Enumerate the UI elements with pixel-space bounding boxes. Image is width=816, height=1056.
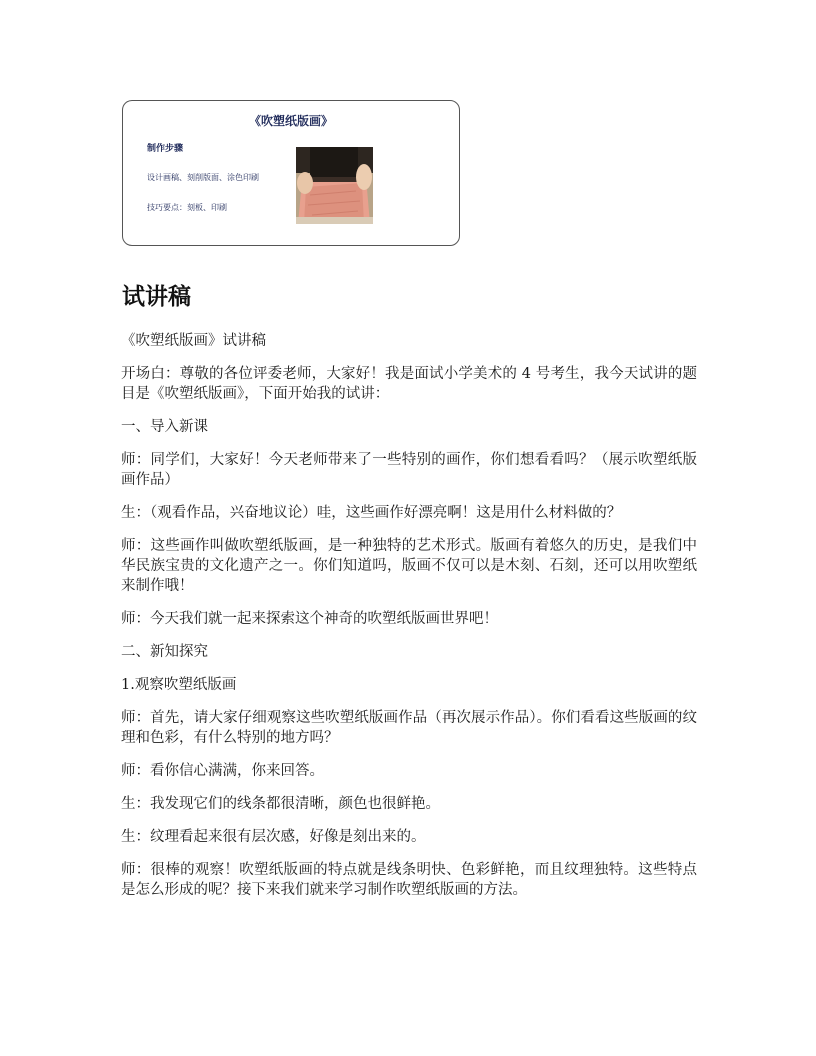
- paragraph: 《吹塑纸版画》试讲稿: [121, 333, 266, 349]
- printmaking-photo: [296, 147, 373, 224]
- paragraph: 师：同学们，大家好！今天老师带来了一些特别的画作，你们想看看吗？（展示吹塑纸版画作品）: [121, 452, 697, 488]
- slide-card: [122, 100, 460, 246]
- slide-title: 《吹塑纸版画》: [248, 114, 333, 128]
- lecture-script-body: [121, 331, 697, 913]
- section-heading: 二、新知探究: [121, 644, 208, 660]
- paragraph: 生：纹理看起来很有层次感，好像是刻出来的。: [121, 829, 426, 845]
- slide-steps-text: 设计画稿、刻削版面、涂色印刷: [147, 173, 259, 182]
- paragraph: 生：（观看作品，兴奋地议论）哇，这些画作好漂亮啊！这是用什么材料做的？: [121, 505, 622, 521]
- paragraph: 开场白：尊敬的各位评委老师，大家好！我是面试小学美术的 4 号考生，我今天试讲的题目是《吹塑纸版画》，下面开始我的试讲：: [121, 366, 697, 402]
- page-heading: 试讲稿: [122, 284, 191, 310]
- paragraph: 师：今天我们就一起来探索这个神奇的吹塑纸版画世界吧！: [121, 611, 498, 627]
- subsection-heading: 1.观察吹塑纸版画: [121, 677, 237, 693]
- paragraph: 师：这些画作叫做吹塑纸版画，是一种独特的艺术形式。版画有着悠久的历史，是我们中华民族宝贵的文化遗产之一。你们知道吗，版画不仅可以是木刻、石刻，还可以用吹塑纸来制作哦！: [121, 538, 697, 594]
- section-heading: 一、导入新课: [121, 419, 208, 435]
- slide-section-label: 制作步骤: [147, 144, 184, 154]
- slide-tips-text: 技巧要点：刻板、印刷: [147, 203, 227, 212]
- paragraph: 生：我发现它们的线条都很清晰，颜色也很鲜艳。: [121, 796, 440, 812]
- paragraph: 师：首先，请大家仔细观察这些吹塑纸版画作品（再次展示作品）。你们看看这些版画的纹理和色彩，有什么特别的地方吗？: [121, 710, 697, 746]
- paragraph: 师：很棒的观察！吹塑纸版画的特点就是线条明快、色彩鲜艳，而且纹理独特。这些特点是怎么形成的呢？接下来我们就来学习制作吹塑纸版画的方法。: [121, 862, 697, 898]
- paragraph: 师：看你信心满满，你来回答。: [121, 763, 324, 779]
